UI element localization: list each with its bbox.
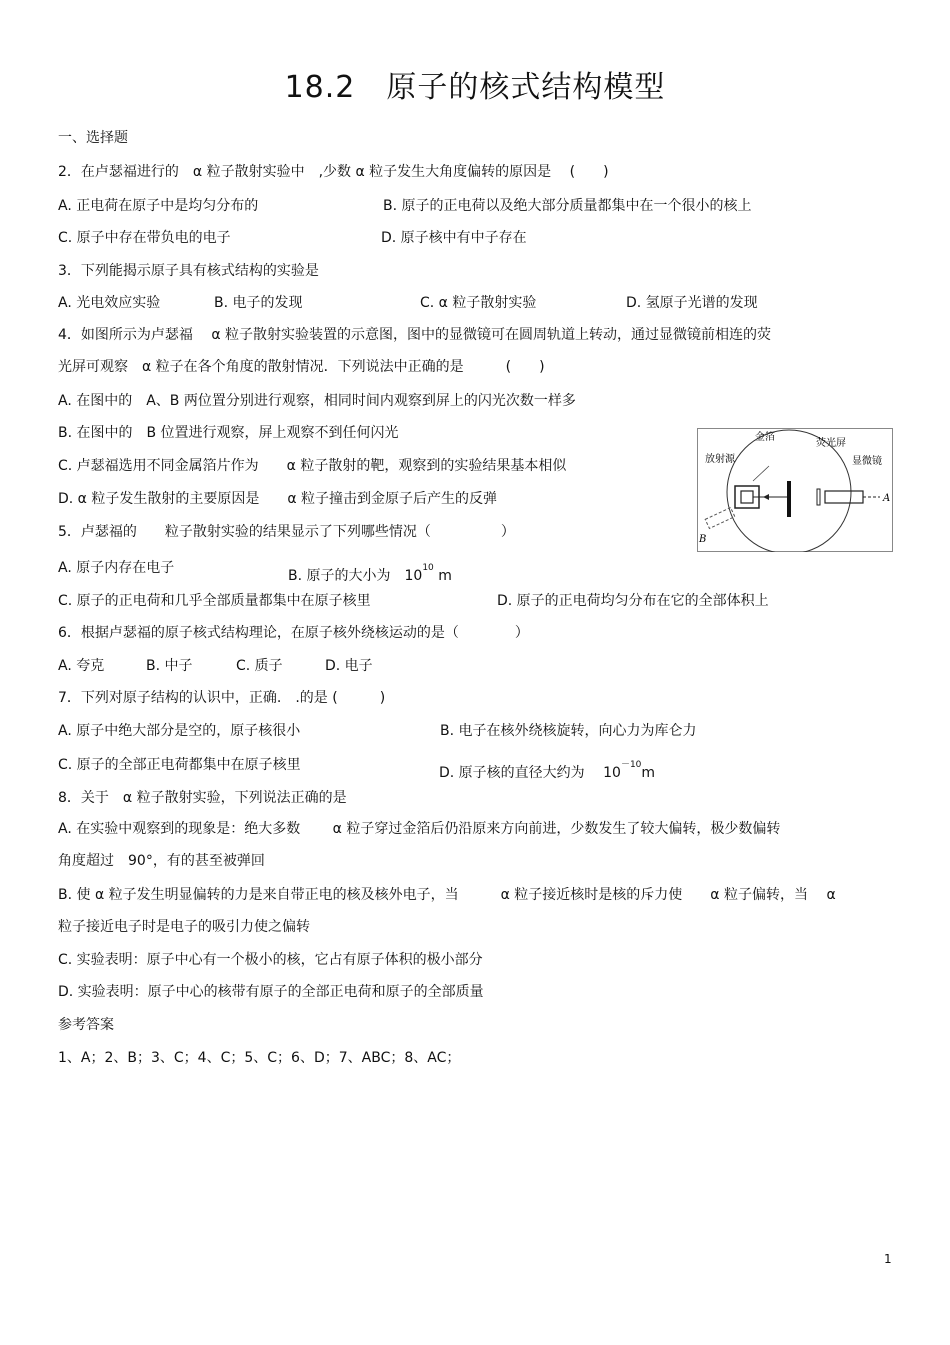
label-foil: 金箔: [755, 432, 775, 443]
q4-option-c: C. 卢瑟福选用不同金属箔片作为 α 粒子散射的靶，观察到的实验结果基本相似: [58, 458, 567, 474]
q5-option-b-unit: m: [438, 568, 452, 584]
answer-key: 1、A；2、B；3、C；4、C；5、C；6、D；7、ABC；8、AC；: [58, 1050, 461, 1066]
q2-stem: 2．在卢瑟福进行的 α 粒子散射实验中 ,少数 α 粒子发生大角度偏转的原因是 ( ): [58, 164, 609, 180]
q7-option-d: [439, 756, 655, 782]
q3-option-b: B. 电子的发现: [214, 295, 303, 311]
microscope: [825, 491, 863, 503]
q5-option-b-exponent: 10: [422, 563, 434, 573]
q6-option-c: C. 质子: [236, 658, 283, 674]
q7-option-d-text: D. 原子核的直径大约为 10: [439, 765, 621, 781]
q5-option-b: [288, 559, 452, 585]
answer-heading: 参考答案: [58, 1017, 114, 1033]
q7-stem: 7．下列对原子结构的认识中，正确. .的是 ( ): [58, 690, 386, 706]
q3-option-c: C. α 粒子散射实验: [420, 295, 537, 311]
section-heading: 一、选择题: [58, 130, 128, 146]
q2-option-c: C. 原子中存在带负电的电子: [58, 230, 231, 246]
q4-stem-line2: 光屏可观察 α 粒子在各个角度的散射情况．下列说法中正确的是 ( ): [58, 359, 545, 375]
label-microscope: 显微镜: [852, 456, 882, 467]
q7-option-a: A. 原子中绝大部分是空的，原子核很小: [58, 723, 301, 739]
q7-option-c: C. 原子的全部正电荷都集中在原子核里: [58, 757, 301, 773]
q8-option-b-line1: B. 使 α 粒子发生明显偏转的力是来自带正电的核及核外电子，当 α 粒子接近核时是核的斥力使 α 粒子偏转，当 α: [58, 887, 836, 903]
source-leader-line: [753, 466, 769, 481]
q8-option-c: C. 实验表明：原子中心有一个极小的核，它占有原子体积的极小部分: [58, 952, 483, 968]
q8-stem: 8．关于 α 粒子散射实验，下列说法正确的是: [58, 790, 347, 806]
q6-option-a: A. 夸克: [58, 658, 105, 674]
q8-option-d: D. 实验表明：原子中心的核带有原子的全部正电荷和原子的全部质量: [58, 984, 484, 1000]
label-position-a: A: [883, 493, 891, 504]
q7-option-d-exponent: －10: [620, 760, 642, 770]
q4-option-b: B. 在图中的 B 位置进行观察，屏上观察不到任何闪光: [58, 425, 399, 441]
label-screen: 荧光屏: [816, 438, 846, 449]
q7-option-d-unit: m: [641, 765, 656, 781]
q6-option-b: B. 中子: [146, 658, 193, 674]
q5-option-d: D. 原子的正电荷均匀分布在它的全部体积上: [497, 593, 769, 609]
page-number: 1: [884, 1252, 892, 1266]
scattering-apparatus-figure: [697, 428, 893, 552]
gold-foil: [787, 481, 791, 517]
q5-option-b-text: B. 原子的大小为 10: [288, 568, 423, 584]
label-position-b: B: [699, 534, 707, 545]
q2-option-b: B. 原子的正电荷以及绝大部分质量都集中在一个很小的核上: [383, 198, 752, 214]
source-inner: [741, 491, 753, 503]
q8-option-b-line2: 粒子接近电子时是电子的吸引力使之偏转: [58, 919, 310, 935]
label-source: 放射源: [705, 454, 735, 465]
q5-option-c: C. 原子的正电荷和几乎全部质量都集中在原子核里: [58, 593, 371, 609]
q2-option-a: A. 正电荷在原子中是均匀分布的: [58, 198, 259, 214]
q5-stem: 5．卢瑟福的 粒子散射实验的结果显示了下列哪些情况（ ）: [58, 524, 515, 540]
q8-option-a-line1: A. 在实验中观察到的现象是：绝大多数 α 粒子穿过金箔后仍沿原来方向前进，少数发生了较大偏转，极少数偏转: [58, 821, 781, 837]
q4-option-d: D. α 粒子发生散射的主要原因是 α 粒子撞击到金原子后产生的反弹: [58, 491, 498, 507]
q5-option-a: A. 原子内存在电子: [58, 560, 175, 576]
fluorescent-screen: [817, 489, 820, 505]
q3-option-d: D. 氢原子光谱的发现: [626, 295, 758, 311]
page-title: 18.2 原子的核式结构模型: [284, 70, 666, 105]
q4-option-a: A. 在图中的 A、B 两位置分别进行观察，相同时间内观察到屏上的闪光次数一样多: [58, 393, 576, 409]
q6-stem: 6．根据卢瑟福的原子核式结构理论，在原子核外绕核运动的是（ ）: [58, 625, 529, 641]
q8-option-a-line2: 角度超过 90°，有的甚至被弹回: [58, 853, 265, 869]
q7-option-b: B. 电子在核外绕核旋转，向心力为库仑力: [440, 723, 697, 739]
q3-stem: 3．下列能揭示原子具有核式结构的实验是: [58, 263, 319, 279]
q4-stem-line1: 4．如图所示为卢瑟福 α 粒子散射实验装置的示意图，图中的显微镜可在圆周轨道上转动，通过显微镜前相连的荧: [58, 327, 772, 343]
q6-option-d: D. 电子: [325, 658, 373, 674]
q2-option-d: D. 原子核中有中子存在: [381, 230, 527, 246]
q3-option-a: A. 光电效应实验: [58, 295, 161, 311]
